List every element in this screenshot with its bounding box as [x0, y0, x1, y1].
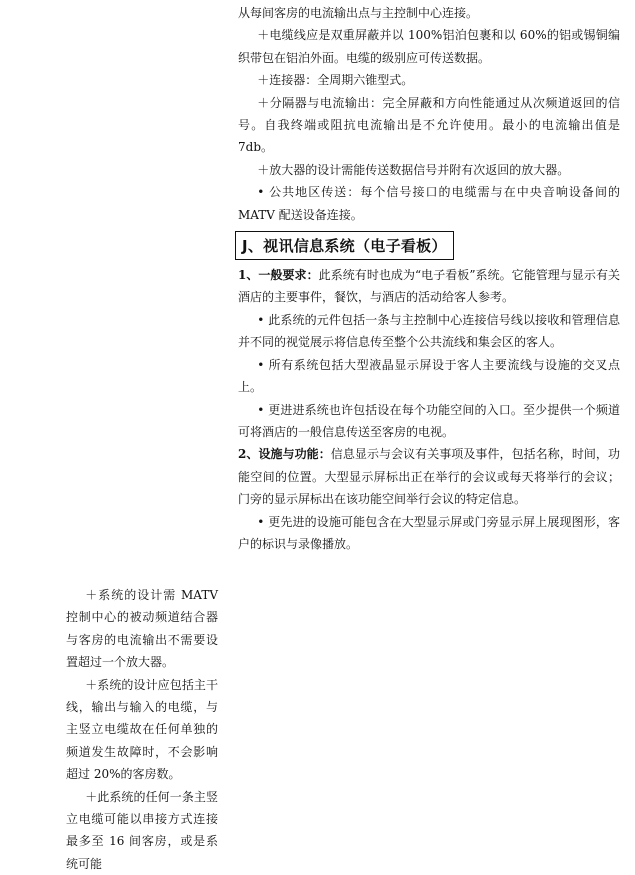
- section-heading-video-info-system: J、视讯信息系统（电子看板）: [235, 231, 454, 260]
- paragraph-cable-connection: 从每间客房的电流输出点与主控制中心连接。: [238, 6, 479, 20]
- paragraph-public-area: • 公共地区传送：每个信号接口的电缆需与在中央音响设备间的 MATV 配送设备连接。: [238, 185, 620, 222]
- paragraph-trunk-design: ＋系统的设计应包括主干线，输出与输入的电缆，与主竖立电缆故在任何单独的频道发生故障时，不会影响超过 20%的客房数。: [66, 677, 218, 782]
- paragraph-facilities-functions: [238, 443, 620, 510]
- text-general-requirements: 此系统有时也成为“电子看板”系统。它能管理与显示有关酒店的主要事件，餐饮，与酒店的活动给客人参考。: [238, 268, 620, 305]
- paragraph-general-requirements: [238, 264, 620, 309]
- paragraph-matv-design: ＋系统的设计需 MATV 控制中心的被动频道结合器与客房的电流输出不需要设置超过一个放大器。: [66, 588, 218, 670]
- paragraph-riser-cable: ＋此系统的任何一条主竖立电缆可能以串接方式连接最多至 16 间客房，或是系统可能: [66, 789, 218, 871]
- paragraph-cable-shielding: ＋电缆线应是双重屏蔽并以 100%铝泊包裹和以 60%的铝或锡铜编织带包在铝泊外面。电缆的级别应可传送数据。: [238, 28, 620, 65]
- label-general-requirements: 1、一般要求：: [238, 268, 319, 283]
- label-facilities-functions: 2、设施与功能：: [238, 447, 331, 462]
- paragraph-connector: ＋连接器：全周期六锥型式。: [257, 73, 414, 88]
- paragraph-amplifier: ＋放大器的设计需能传送数据信号并附有次返回的放大器。: [257, 162, 570, 177]
- paragraph-system-components: • 此系统的元件包括一条与主控制中心连接信号线以接收和管理信息并不同的视觉展示将信息传至整个公共流线和集会区的客人。: [238, 312, 620, 350]
- paragraph-advanced-facilities: • 更先进的设施可能包含在大型显示屏或门旁显示屏上展现图形，客户的标识与录像播放。: [238, 514, 620, 551]
- paragraph-advanced-system: • 更进进系统也许包括设在每个功能空间的入口。至少提供一个频道可将酒店的一般信息传送至客房的电视。: [238, 402, 620, 439]
- left-column: [66, 584, 218, 875]
- text-facilities-functions: 信息显示与会议有关事项及事件，包括名称，时间，功能空间的位置。大型显示屏标出正在举行的会议或每天将举行的会议；门旁的显示屏标出在该功能空间举行会议的特定信息。: [238, 447, 620, 507]
- paragraph-lcd-displays: • 所有系统包括大型液晶显示屏设于客人主要流线与设施的交叉点上。: [238, 357, 620, 395]
- paragraph-splitter-output: ＋分隔器与电流输出：完全屏蔽和方向性能通过从次频道返回的信号。自我终端或阻抗电流输出是不允许使用。最小的电流输出值是 7db。: [238, 95, 620, 155]
- right-column: [238, 2, 620, 555]
